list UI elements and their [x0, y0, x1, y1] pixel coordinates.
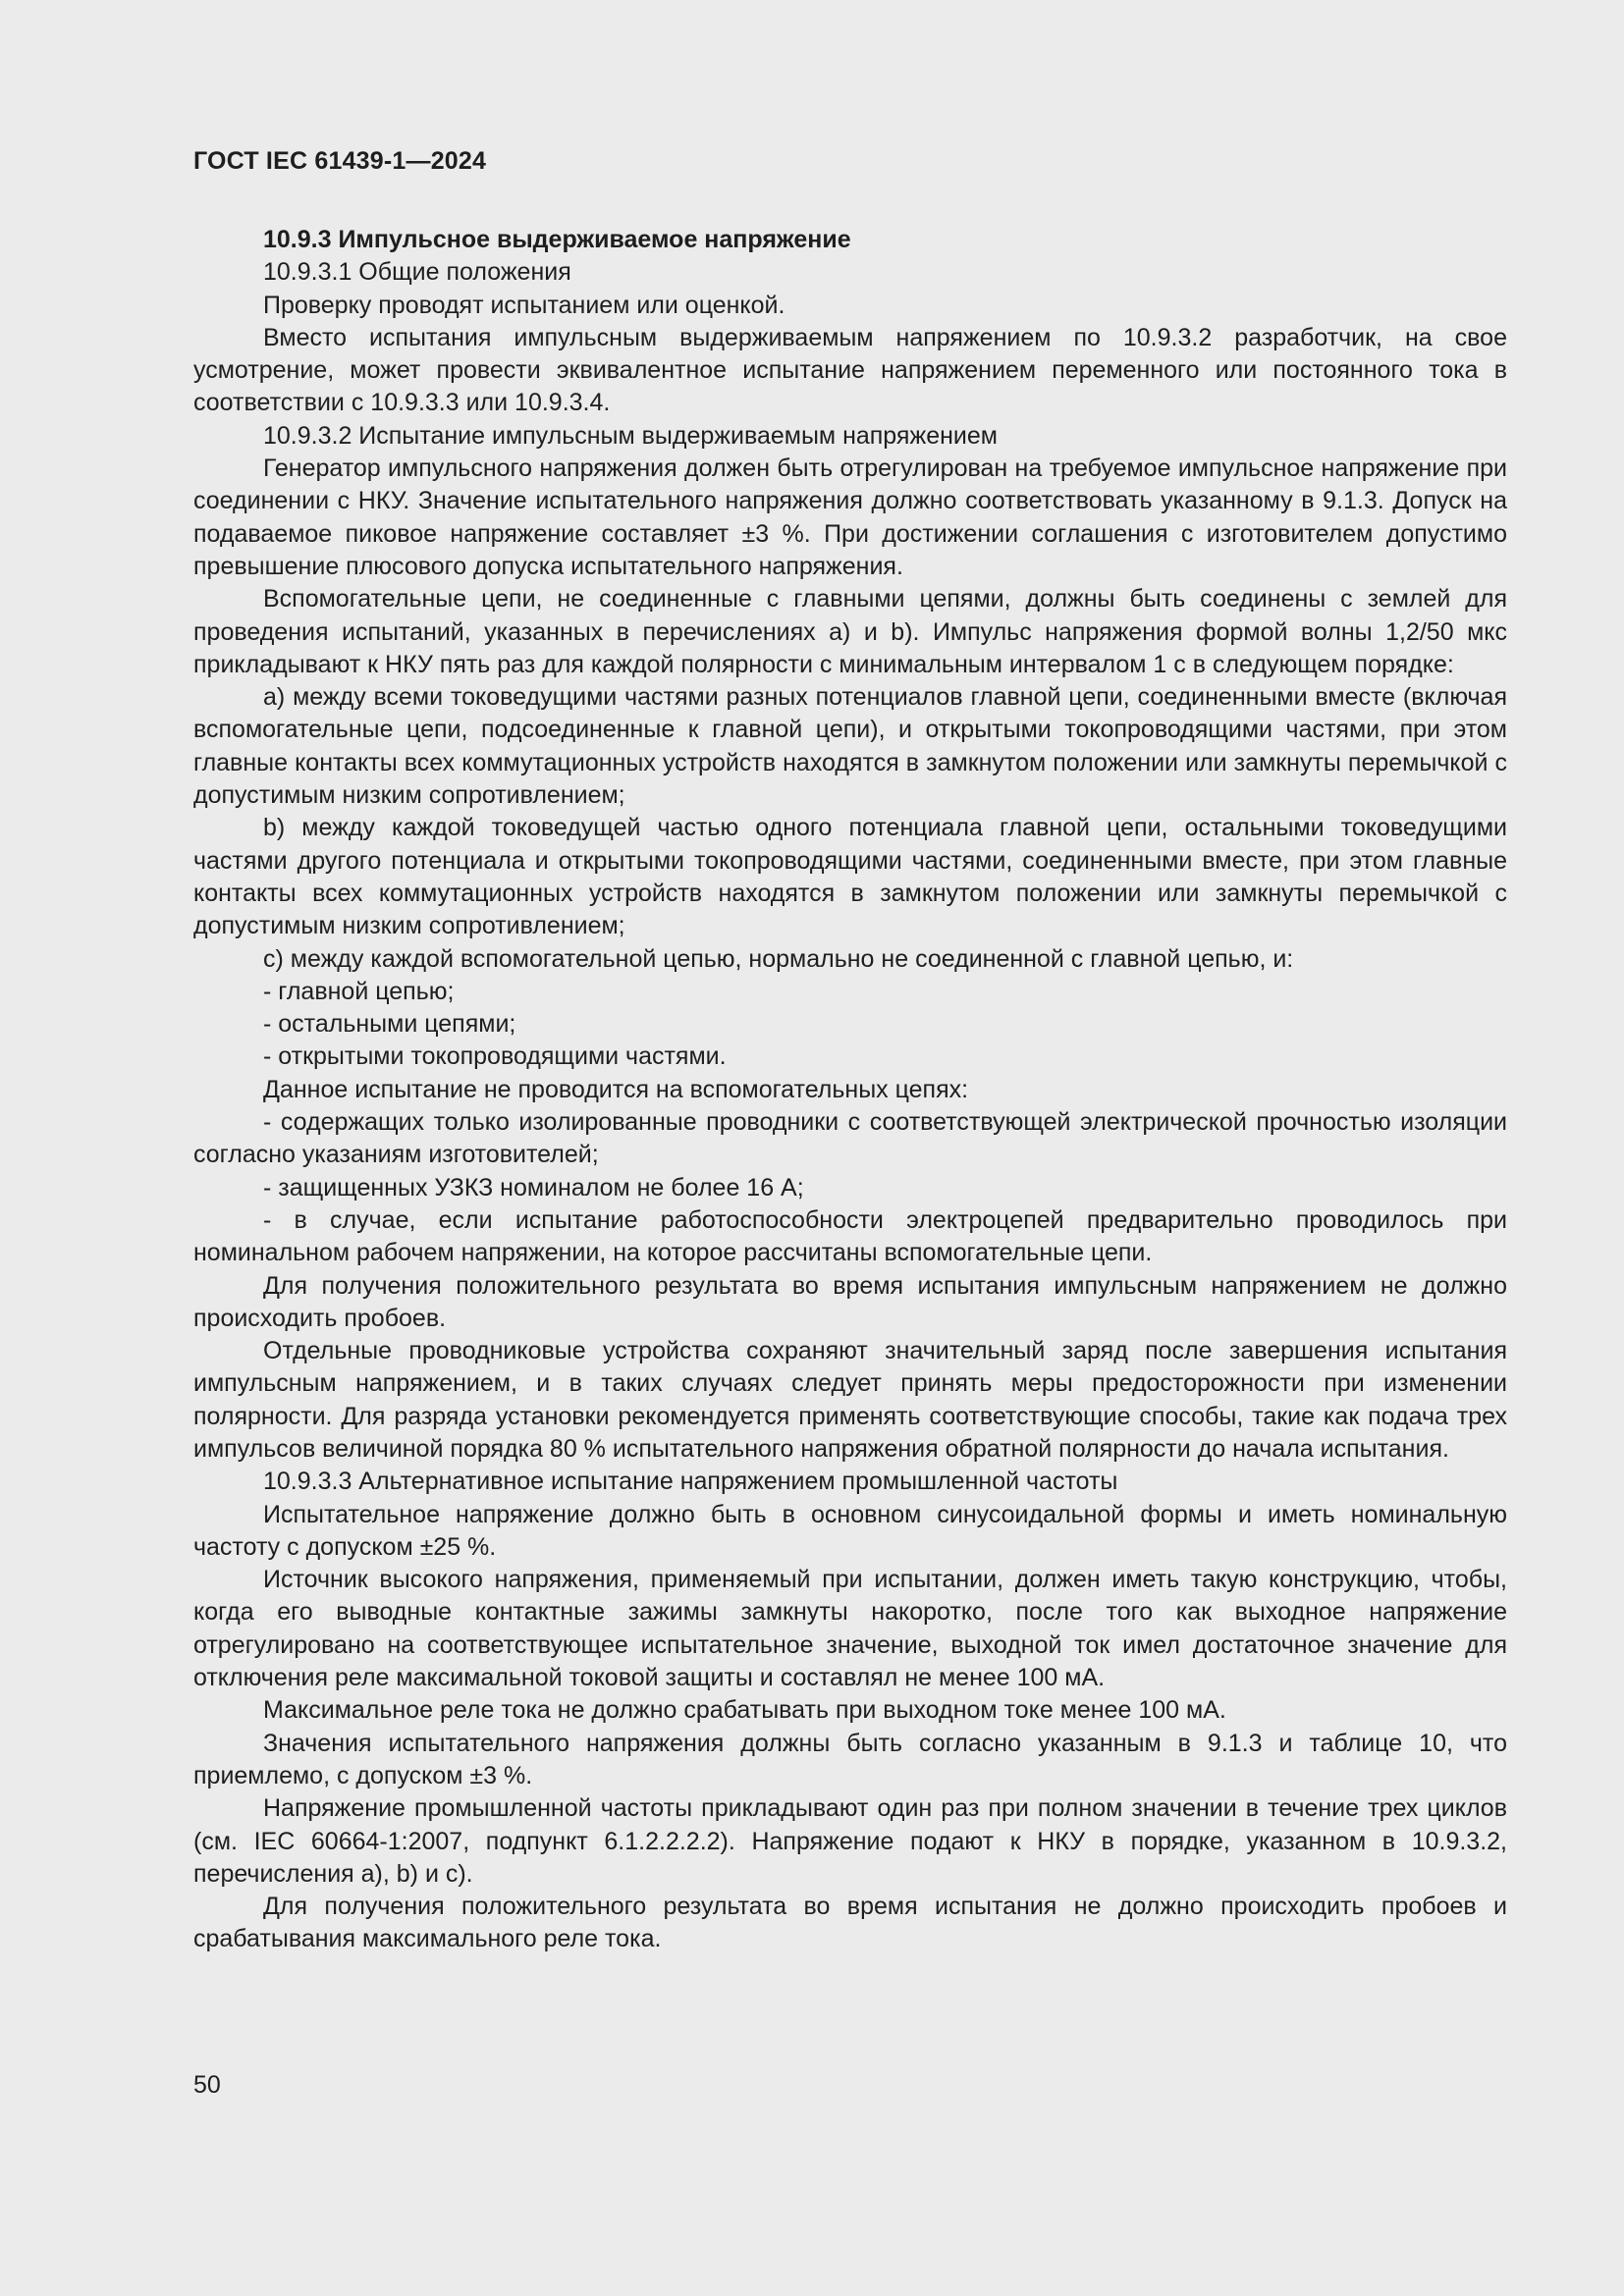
- paragraph: Напряжение промышленной частоты прикладывают один раз при полном значении в течение трех циклов (см. IEC 60664-1:2007, подпункт 6.1.2.2.2.2). Напряжение подают к НКУ в порядке, указанном в 10.9.3.2, перечисления а), b) и с).: [193, 1794, 1507, 1888]
- paragraph: Генератор импульсного напряжения должен быть отрегулирован на требуемое импульсное напряжение при соединении с НКУ. Значение испытательного напряжения должно соответствовать указанному в 9.1.3. Допуск на подаваемое пиковое напряжение составляет ±3 %. При достижении соглашения с изготовителем допустимо превышение плюсового допуска испытательного напряжения.: [193, 454, 1507, 580]
- paragraph: 10.9.3.1 Общие положения: [263, 258, 571, 287]
- paragraph: b) между каждой токоведущей частью одного потенциала главной цепи, остальными токоведущими частями другого потенциала и открытыми токопроводящими частями, соединенными вместе, при этом главные контакты всех коммутационных устройств находятся в замкнутом положении или замкнуты перемычкой с допустимым низким сопротивлением;: [193, 814, 1507, 940]
- paragraph: Вспомогательные цепи, не соединенные с главными цепями, должны быть соединены с землей для проведения испытаний, указанных в перечислениях а) и b). Импульс напряжения формой волны 1,2/50 мкс прикладывают к НКУ пять раз для каждой полярности с минимальным интервалом 1 с в следующем порядке:: [193, 585, 1507, 678]
- document-header: ГОСТ IEC 61439-1—2024: [193, 147, 487, 175]
- paragraph: - защищенных УЗКЗ номиналом не более 16 А;: [263, 1173, 804, 1201]
- paragraph: Для получения положительного результата во время испытания не должно происходить пробоев и срабатывания максимального реле тока.: [193, 1893, 1507, 1953]
- paragraph: 10.9.3.2 Испытание импульсным выдерживаемым напряжением: [263, 421, 998, 450]
- paragraph: Проверку проводят испытанием или оценкой.: [263, 291, 785, 319]
- paragraph: - в случае, если испытание работоспособности электроцепей предварительно проводилось при номинальном рабочем напряжении, на которое рассчитаны вспомогательные цепи.: [193, 1205, 1507, 1267]
- document-body: [193, 224, 1507, 1956]
- paragraph: Отдельные проводниковые устройства сохраняют значительный заряд после завершения испытания импульсным напряжением, и в таких случаях следует принять меры предосторожности при изменении полярности. Для разряда установки рекомендуется применять соответствующие способы, такие как подача трех импульсов величиной порядка 80 % испытательного напряжения обратной полярности до начала испытания.: [193, 1337, 1507, 1463]
- paragraph: с) между каждой вспомогательной цепью, нормально не соединенной с главной цепью, и:: [263, 944, 1294, 973]
- paragraph: 10.9.3.3 Альтернативное испытание напряжением промышленной частоты: [263, 1468, 1118, 1496]
- paragraph: Источник высокого напряжения, применяемый при испытании, должен иметь такую конструкцию, чтобы, когда его выводные контактные зажимы замкнуты накоротко, после того как выходное напряжение отрегулировано на соответствующее испытательное значение, выходной ток имел достаточное значение для отключения реле максимальной токовой защиты и составлял не менее 100 мА.: [193, 1566, 1507, 1692]
- paragraph: - остальными цепями;: [263, 1010, 516, 1039]
- page-number: 50: [193, 2071, 221, 2099]
- paragraph: Вместо испытания импульсным выдерживаемым напряжением по 10.9.3.2 разработчик, на свое усмотрение, может провести эквивалентное испытание напряжением переменного или постоянного тока в соответствии с 10.9.3.3 или 10.9.3.4.: [193, 323, 1507, 417]
- paragraph: - открытыми токопроводящими частями.: [263, 1042, 727, 1071]
- section-heading: 10.9.3 Импульсное выдерживаемое напряжение: [263, 226, 851, 253]
- paragraph: - главной цепью;: [263, 977, 455, 1005]
- paragraph: Испытательное напряжение должно быть в основном синусоидальной формы и иметь номинальную частоту с допуском ±25 %.: [193, 1500, 1507, 1561]
- paragraph: а) между всеми токоведущими частями разных потенциалов главной цепи, соединенными вместе (включая вспомогательные цепи, подсоединенные к главной цепи), и открытыми токопроводящими частями, при этом главные контакты всех коммутационных устройств находятся в замкнутом положении или замкнуты перемычкой с допустимым низким сопротивлением;: [193, 683, 1507, 810]
- paragraph: Максимальное реле тока не должно срабатывать при выходном токе менее 100 мА.: [263, 1696, 1226, 1725]
- paragraph: - содержащих только изолированные проводники с соответствующей электрической прочностью изоляции согласно указаниям изготовителей;: [193, 1108, 1507, 1169]
- paragraph: Данное испытание не проводится на вспомогательных цепях:: [263, 1075, 969, 1103]
- paragraph: Значения испытательного напряжения должны быть согласно указанным в 9.1.3 и таблице 10, что приемлемо, с допуском ±3 %.: [193, 1729, 1507, 1789]
- paragraph: Для получения положительного результата во время испытания импульсным напряжением не должно происходить пробоев.: [193, 1271, 1507, 1332]
